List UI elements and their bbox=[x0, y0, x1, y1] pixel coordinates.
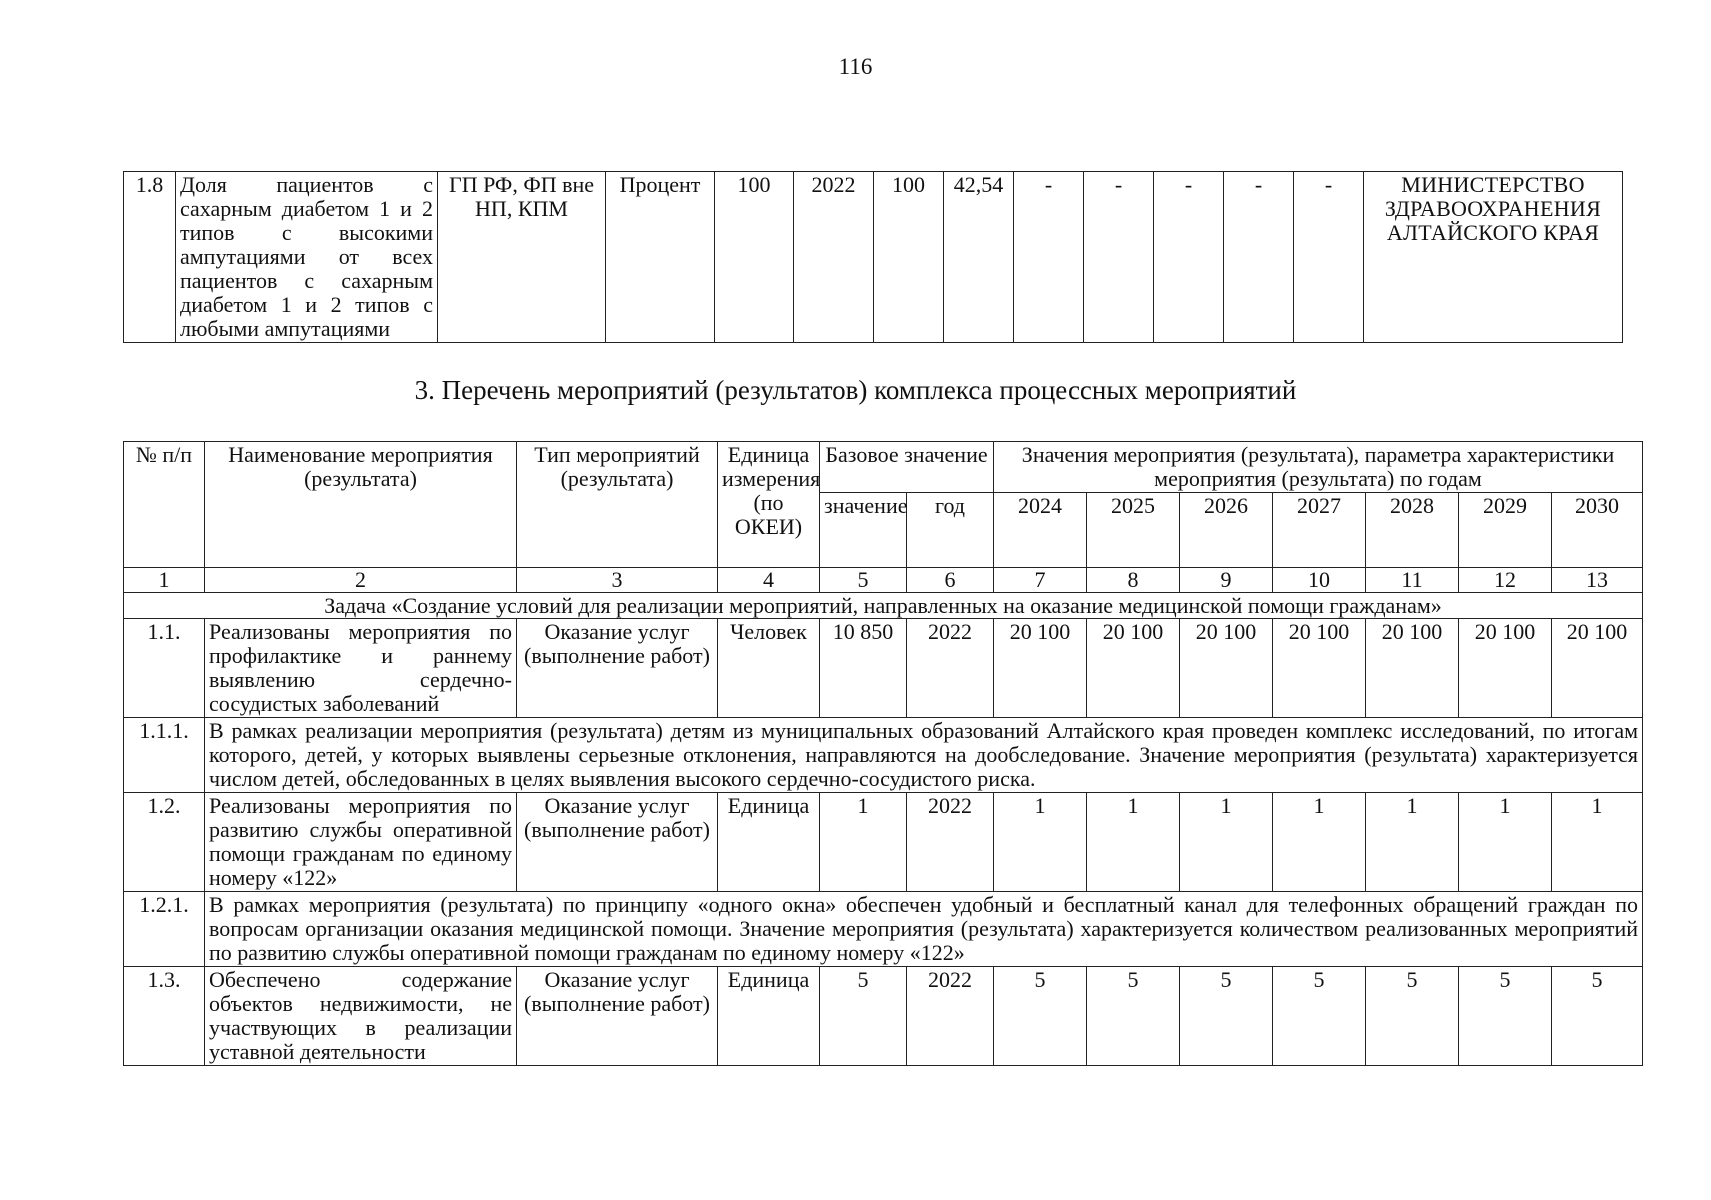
activity-base-year: 2022 bbox=[907, 793, 994, 892]
activity-value: 20 100 bbox=[1552, 619, 1643, 718]
header-year: 2029 bbox=[1459, 493, 1552, 568]
activity-value: 1 bbox=[1273, 793, 1366, 892]
header-values: Значения мероприятия (результата), параметра характеристики мероприятия (результата) по годам bbox=[994, 442, 1643, 493]
activity-value: 1 bbox=[994, 793, 1087, 892]
column-number: 4 bbox=[718, 568, 820, 593]
description-text: В рамках реализации мероприятия (результата) детям из муниципальных образований Алтайского края проведен комплекс исследований, по итогам которого, детей, у которых выявлены серьезные отклонения, направляются на дообследование. Значение мероприятия (результата) характеризуется числом детей, обследованных в целях выявления высокого сердечно-сосудистого риска. bbox=[205, 718, 1643, 793]
activity-value: 20 100 bbox=[994, 619, 1087, 718]
header-row bbox=[124, 442, 1643, 493]
activity-num: 1.3. bbox=[124, 967, 205, 1066]
section-title: 3. Перечень мероприятий (результатов) комплекса процессных мероприятий bbox=[414, 375, 1297, 405]
header-name: Наименование мероприятия (результата) bbox=[205, 442, 517, 568]
indicator-name: Доля пациентов с сахарным диабетом 1 и 2 типов с высокими ампутациями от всех пациентов с сахарным диабетом 1 и 2 типов с любыми ампутациями bbox=[176, 172, 438, 343]
header-base: Базовое значение bbox=[820, 442, 994, 493]
column-number: 10 bbox=[1273, 568, 1366, 593]
activity-value: 20 100 bbox=[1087, 619, 1180, 718]
column-number: 8 bbox=[1087, 568, 1180, 593]
responsible-ministry: МИНИСТЕРСТВО ЗДРАВООХРАНЕНИЯ АЛТАЙСКОГО КРАЯ bbox=[1364, 172, 1623, 343]
column-number-row bbox=[124, 568, 1643, 593]
header-num: № п/п bbox=[124, 442, 205, 568]
indicator-unit: Процент bbox=[606, 172, 715, 343]
activity-type: Оказание услуг (выполнение работ) bbox=[517, 967, 718, 1066]
activity-name: Обеспечено содержание объектов недвижимости, не участвующих в реализации уставной деятельности bbox=[205, 967, 517, 1066]
description-num: 1.2.1. bbox=[124, 892, 205, 967]
header-year: 2024 bbox=[994, 493, 1087, 568]
indicator-dash: - bbox=[1084, 172, 1154, 343]
activity-unit: Единица bbox=[718, 967, 820, 1066]
activity-base-year: 2022 bbox=[907, 967, 994, 1066]
column-number: 13 bbox=[1552, 568, 1643, 593]
activity-base-value: 5 bbox=[820, 967, 907, 1066]
activity-type: Оказание услуг (выполнение работ) bbox=[517, 619, 718, 718]
header-type: Тип мероприятий (результата) bbox=[517, 442, 718, 568]
activity-type: Оказание услуг (выполнение работ) bbox=[517, 793, 718, 892]
column-number: 9 bbox=[1180, 568, 1273, 593]
header-year: 2028 bbox=[1366, 493, 1459, 568]
activity-value: 5 bbox=[1180, 967, 1273, 1066]
header-unit: Единица измерения (по ОКЕИ) bbox=[718, 442, 820, 568]
activity-value: 1 bbox=[1180, 793, 1273, 892]
indicator-dash: - bbox=[1294, 172, 1364, 343]
activity-value: 1 bbox=[1366, 793, 1459, 892]
activity-name: Реализованы мероприятия по профилактике и раннему выявлению сердечно-сосудистых заболеваний bbox=[205, 619, 517, 718]
activity-value: 5 bbox=[1087, 967, 1180, 1066]
column-number: 7 bbox=[994, 568, 1087, 593]
activity-value: 20 100 bbox=[1366, 619, 1459, 718]
activity-value: 20 100 bbox=[1273, 619, 1366, 718]
task-title: Задача «Создание условий для реализации мероприятий, направленных на оказание медицинской помощи гражданам» bbox=[124, 593, 1643, 619]
column-number: 1 bbox=[124, 568, 205, 593]
activity-row bbox=[124, 967, 1643, 1066]
column-number: 5 bbox=[820, 568, 907, 593]
description-row bbox=[124, 892, 1643, 967]
indicator-dash: - bbox=[1224, 172, 1294, 343]
indicator-num: 1.8 bbox=[124, 172, 176, 343]
activity-name: Реализованы мероприятия по развитию службы оперативной помощи гражданам по единому номеру «122» bbox=[205, 793, 517, 892]
indicator-table-continuation bbox=[123, 171, 1623, 343]
activities-table bbox=[123, 441, 1643, 1066]
activity-value: 20 100 bbox=[1180, 619, 1273, 718]
indicator-value: 42,54 bbox=[944, 172, 1014, 343]
header-base-value: значение bbox=[820, 493, 907, 568]
activity-unit: Человек bbox=[718, 619, 820, 718]
column-number: 12 bbox=[1459, 568, 1552, 593]
activity-value: 5 bbox=[994, 967, 1087, 1066]
header-base-year: год bbox=[907, 493, 994, 568]
header-year: 2027 bbox=[1273, 493, 1366, 568]
description-text: В рамках мероприятия (результата) по принципу «одного окна» обеспечен удобный и бесплатный канал для телефонных обращений граждан по вопросам организации оказания медицинской помощи. Значение мероприятия (результата) характеризуется количеством реализованных мероприятий по развитию службы оперативной помощи гражданам по единому номеру «122» bbox=[205, 892, 1643, 967]
indicator-dash: - bbox=[1154, 172, 1224, 343]
indicator-level: ГП РФ, ФП вне НП, КПМ bbox=[438, 172, 606, 343]
column-number: 2 bbox=[205, 568, 517, 593]
activity-value: 20 100 bbox=[1459, 619, 1552, 718]
header-year: 2025 bbox=[1087, 493, 1180, 568]
indicator-dash: - bbox=[1014, 172, 1084, 343]
indicator-value: 100 bbox=[874, 172, 944, 343]
column-number: 11 bbox=[1366, 568, 1459, 593]
indicator-base-year: 2022 bbox=[794, 172, 874, 343]
activity-value: 5 bbox=[1552, 967, 1643, 1066]
activity-value: 1 bbox=[1087, 793, 1180, 892]
activity-base-year: 2022 bbox=[907, 619, 994, 718]
task-row bbox=[124, 593, 1643, 619]
activity-row bbox=[124, 619, 1643, 718]
description-row bbox=[124, 718, 1643, 793]
activity-base-value: 10 850 bbox=[820, 619, 907, 718]
header-year: 2030 bbox=[1552, 493, 1643, 568]
column-number: 3 bbox=[517, 568, 718, 593]
indicator-row bbox=[124, 172, 1623, 343]
page-number: 116 bbox=[838, 54, 873, 79]
column-number: 6 bbox=[907, 568, 994, 593]
description-num: 1.1.1. bbox=[124, 718, 205, 793]
activity-value: 5 bbox=[1459, 967, 1552, 1066]
activity-num: 1.2. bbox=[124, 793, 205, 892]
activity-value: 5 bbox=[1273, 967, 1366, 1066]
activity-value: 1 bbox=[1459, 793, 1552, 892]
activity-value: 5 bbox=[1366, 967, 1459, 1066]
header-year: 2026 bbox=[1180, 493, 1273, 568]
activity-value: 1 bbox=[1552, 793, 1643, 892]
activity-base-value: 1 bbox=[820, 793, 907, 892]
indicator-base-value: 100 bbox=[715, 172, 794, 343]
activity-unit: Единица bbox=[718, 793, 820, 892]
activity-num: 1.1. bbox=[124, 619, 205, 718]
activity-row bbox=[124, 793, 1643, 892]
